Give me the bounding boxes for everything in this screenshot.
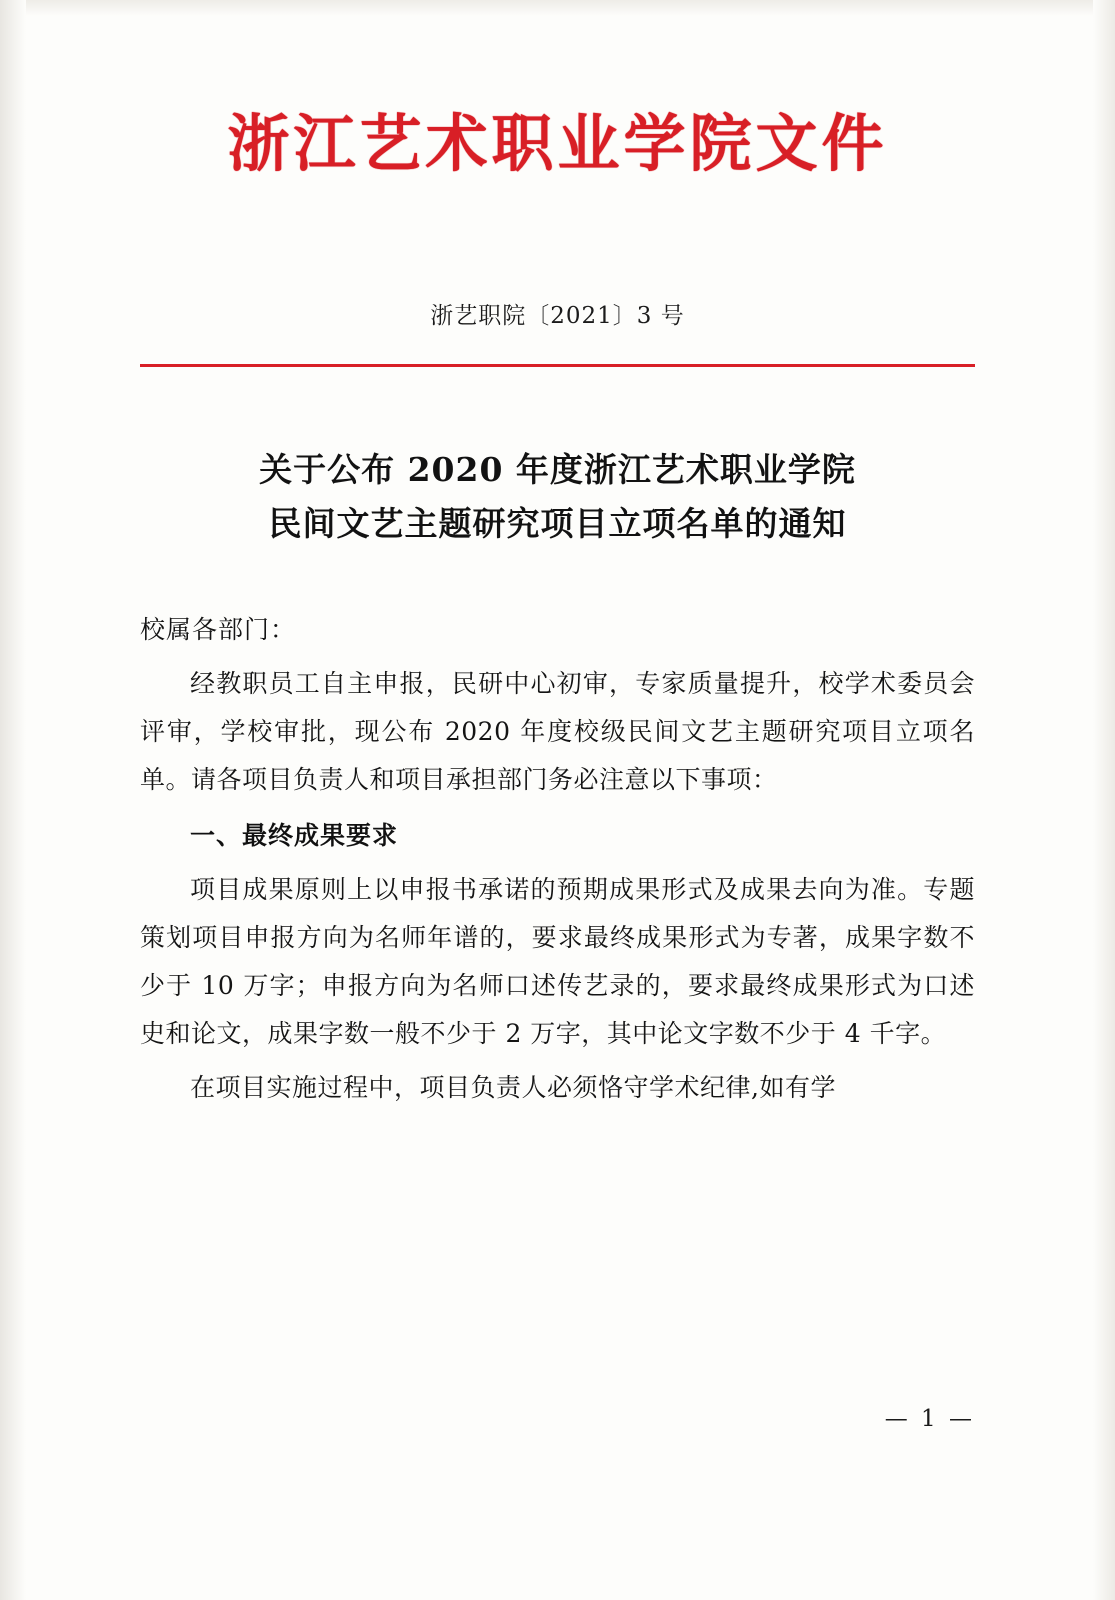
- page-title: [140, 443, 975, 550]
- page-title-line-2: 民间文艺主题研究项目立项名单的通知: [268, 503, 847, 543]
- body-paragraph-2: 项目成果原则上以申报书承诺的预期成果形式及成果去向为准。专题策划项目申报方向为名师年谱的，要求最终成果形式为专著，成果字数不少于 10 万字；申报方向为名师口述传艺录的，要求最终成果形式为口述史和论文，成果字数一般不少于 2 万字，其中论文字数不少于 4 千字。: [140, 874, 975, 1048]
- document-content: [140, 0, 975, 1600]
- section-heading-final-results: 一、最终成果要求: [190, 820, 399, 850]
- document-number: 浙艺职院〔2021〕3 号: [430, 303, 685, 330]
- body-paragraph-3: 在项目实施过程中，项目负责人必须恪守学术纪律,如有学: [190, 1072, 836, 1102]
- page-title-line-1: 关于公布 2020 年度浙江艺术职业学院: [259, 450, 856, 490]
- body-paragraph-1: 经教职员工自主申报，民研中心初审，专家质量提升，校学术委员会评审，学校审批，现公布 2020 年度校级民间文艺主题研究项目立项名单。请各项目负责人和项目承担部门务必注意以下事项：: [140, 668, 975, 794]
- page-number: — 1 —: [884, 1406, 975, 1432]
- paper-edge-right: [1093, 0, 1115, 1600]
- red-divider-rule: [140, 364, 975, 367]
- institution-header-title: 浙江艺术职业学院文件: [227, 107, 888, 180]
- paper-edge-left: [0, 0, 26, 1600]
- salutation: 校属各部门：: [140, 615, 297, 645]
